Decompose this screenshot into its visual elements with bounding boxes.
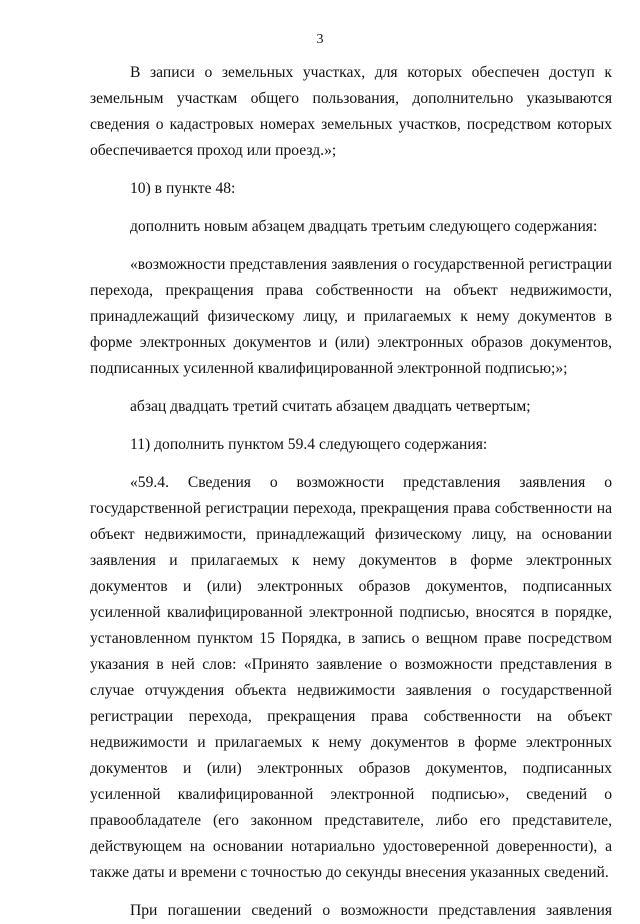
- paragraph-land-access: В записи о земельных участках, для которых обеспечен доступ к земельным участкам общего пользования, дополнительно указываются сведения о кадастровых номерах земельных участков, посредством которых обеспечивается проход или проезд.»;: [90, 64, 612, 159]
- page-number: 3: [316, 32, 324, 47]
- paragraph-item-11: 11) дополнить пунктом 59.4 следующего содержания:: [130, 436, 488, 453]
- paragraph-cancellation: При погашении сведений о возможности представления заявления: [130, 902, 612, 919]
- paragraph-59-4: «59.4. Сведения о возможности представления заявления о государственной регистрации перехода, прекращения права собственности на объект недвижимости, принадлежащий физическому лицу, на основании заявления и прилагаемых к нему документов в форме электронных документов и (или) электронных образов документов, подписанных усиленной квалифицированной электронной подписью, вносятся в порядке, установленном пунктом 15 Порядка, в запись о вещном праве посредством указания в ней слов: «Принято заявление о возможности представления в случае отчуждения объекта недвижимости заявления о государственной регистрации перехода, прекращения права собственности на объект недвижимости и прилагаемых к нему документов в форме электронных документов и (или) электронных образов документов, подписанных усиленной квалифицированной электронной подписью», сведений о правообладателе (его законном представителе, либо его представителе, действующем на основании нотариально удостоверенной доверенности), а также даты и времени с точностью до секунды внесения указанных сведений.: [90, 474, 612, 881]
- paragraph-abzac-renumber: абзац двадцать третий считать абзацем двадцать четвертым;: [130, 398, 531, 415]
- document-body: [90, 60, 612, 924]
- paragraph-item-10: 10) в пункте 48:: [130, 180, 236, 197]
- paragraph-quote-possibility: «возможности представления заявления о государственной регистрации перехода, прекращения права собственности на объект недвижимости, принадлежащий физическому лицу, и прилагаемых к нему документов в форме электронных документов и (или) электронных образов документов, подписанных усиленной квалифицированной электронной подписью;»;: [90, 256, 612, 377]
- paragraph-add-abzac: дополнить новым абзацем двадцать третьим следующего содержания:: [130, 218, 598, 235]
